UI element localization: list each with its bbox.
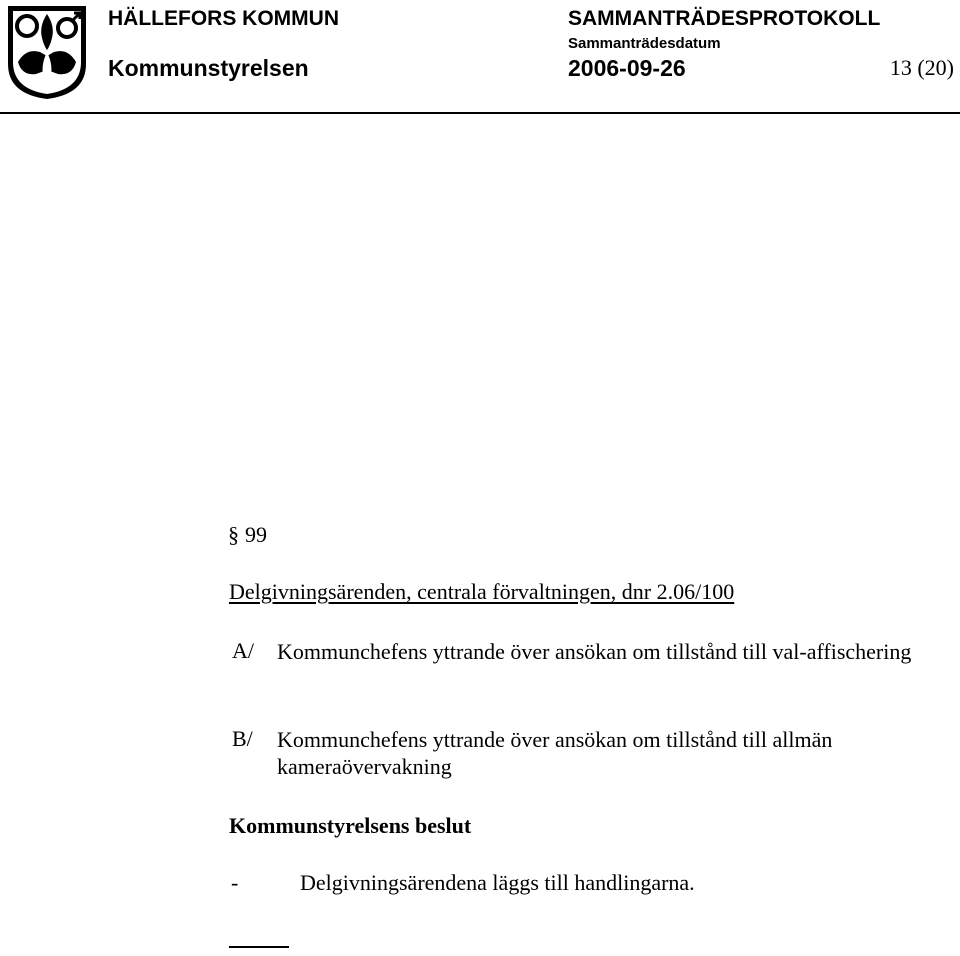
page-number: 13 (20) — [889, 55, 954, 80]
decision-heading: Kommunstyrelsens beslut — [229, 813, 472, 838]
municipality-name: HÄLLEFORS KOMMUN — [108, 7, 339, 30]
committee-name: Kommunstyrelsen — [108, 55, 309, 81]
meeting-date-label: Sammanträdesdatum — [568, 35, 721, 52]
protocol-title: SAMMANTRÄDESPROTOKOLL — [568, 7, 881, 30]
item-b-text: Kommunchefens yttrande över ansökan om tillstånd till allmän kameraövervakning — [277, 727, 833, 779]
footer-signature-line — [229, 946, 289, 948]
decision-text: Delgivningsärendena läggs till handlingarna. — [300, 870, 695, 895]
item-a-text: Kommunchefens yttrande över ansökan om tillstånd till val-affischering — [277, 639, 912, 664]
section-heading — [228, 522, 267, 548]
decision-bullet: - — [231, 870, 239, 895]
item-b-label: B/ — [232, 726, 253, 751]
item-a-label: A/ — [232, 638, 254, 663]
subject-line: Delgivningsärenden, centrala förvaltningen, dnr 2.06/100 — [229, 579, 735, 604]
section-number: 99 — [245, 522, 267, 547]
meeting-date: 2006-09-26 — [568, 55, 686, 81]
section-symbol: § — [228, 522, 239, 547]
coat-of-arms-icon — [6, 4, 88, 100]
header-divider — [0, 112, 960, 114]
